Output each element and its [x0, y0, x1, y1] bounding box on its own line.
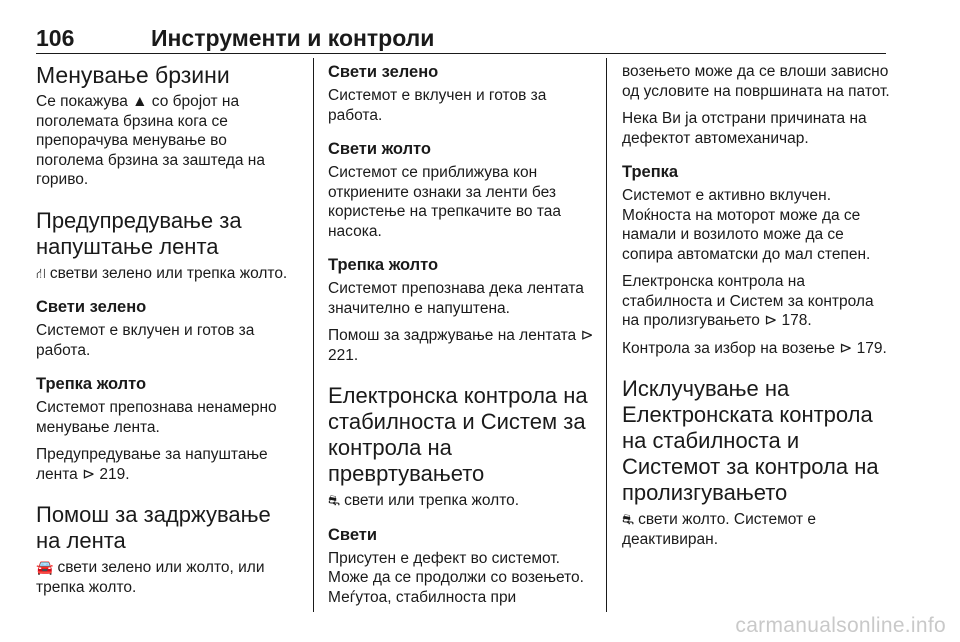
watermark: carmanualsonline.info: [735, 614, 946, 637]
heading-lights-green: Свети зелено: [328, 63, 439, 81]
paragraph-esc-off: ⛐ свети жолто. Системот е деактивиран.: [622, 511, 817, 548]
paragraph-esc: ⛐ свети или трепка жолто.: [328, 492, 520, 509]
paragraph-esc-ref: Електронска контрола на стабилноста и Систем за контрола на пролизгувањето ⊳ 178.: [622, 273, 874, 329]
column-divider: [606, 58, 607, 612]
paragraph-lights-yellow: Системот се приближува кон откриените ознаки за ленти без користење на трепкачите во таа насока.: [328, 164, 562, 240]
paragraph-gear-shift: Се покажува ▲ со бројот на поголемата брзина кога се препорачува менување во поголема брзина за заштеда на гориво.: [36, 93, 265, 188]
paragraph-drive-mode-ref: Контрола за избор на возење ⊳ 179.: [622, 339, 887, 357]
column-3: [622, 62, 890, 557]
esc-off-icon: ⛐: [622, 511, 635, 527]
heading-esc: Електронска контрола на стабилноста и Систем за контрола на превртувањето: [328, 383, 588, 486]
paragraph-lane-warning-ref: Предупредување за напуштање лента ⊳ 219.: [36, 446, 268, 483]
paragraph-mechanic: Нека Ви ја отстрани причината на дефектот автомеханичар.: [622, 110, 867, 147]
paragraph-continued: возењето може да се влоши зависно од условите на површината на патот.: [622, 63, 890, 100]
paragraph-lane-departure-warning: ⛙ светви зелено или трепка жолто.: [36, 264, 288, 282]
paragraph-lights-on: Присутен е дефект во системот. Може да се продолжи со возењето. Меѓутоа, стабилноста при: [328, 549, 584, 606]
column-divider: [313, 58, 314, 612]
heading-gear-shift: Менување брзини: [36, 62, 230, 88]
lane-keep-assist-icon: 🚘: [36, 559, 54, 575]
heading-lights-yellow: Свети жолто: [328, 140, 431, 158]
heading-lane-departure-warning: Предупредување за напуштање лента: [36, 207, 242, 259]
heading-blinks: Трепка: [622, 163, 679, 181]
heading-lights-green: Свети зелено: [36, 298, 147, 316]
paragraph-lane-keep-assist: 🚘 свети зелено или жолто, или трепка жолто.: [36, 559, 265, 596]
column-2: [328, 62, 594, 615]
heading-blinks-yellow: Трепка жолто: [328, 256, 439, 274]
column-1: [36, 62, 298, 605]
paragraph-lane-keep-ref: Помош за задржување на лентата ⊳ 221.: [328, 327, 594, 364]
paragraph-blinks-yellow: Системот препознава дека лентата значително е напуштена.: [328, 280, 584, 317]
esc-skid-icon: ⛐: [328, 492, 341, 508]
page-number: 106: [36, 25, 75, 51]
paragraph-blinks: Системот е активно вклучен. Моќноста на моторот може да се намали и возилото може да се сопира автоматски до мал степен.: [622, 187, 871, 263]
paragraph-blinks-yellow: Системот препознава ненамерно менување лента.: [36, 399, 277, 436]
heading-esc-off: Исклучување на Електронската контрола на стабилноста и Системот за контрола на пролизгувањето: [622, 376, 879, 505]
lane-departure-icon: ⛙: [36, 264, 46, 281]
heading-lights-on: Свети: [328, 525, 378, 544]
page-header: [36, 25, 886, 54]
paragraph-lights-green: Системот е вклучен и готов за работа.: [328, 87, 547, 124]
chapter-title: Инструменти и контроли: [151, 25, 435, 51]
heading-blinks-yellow: Трепка жолто: [36, 375, 147, 393]
heading-lane-keep-assist: Помош за задржување на лента: [36, 502, 271, 553]
paragraph-lights-green: Системот е вклучен и готов за работа.: [36, 322, 255, 359]
